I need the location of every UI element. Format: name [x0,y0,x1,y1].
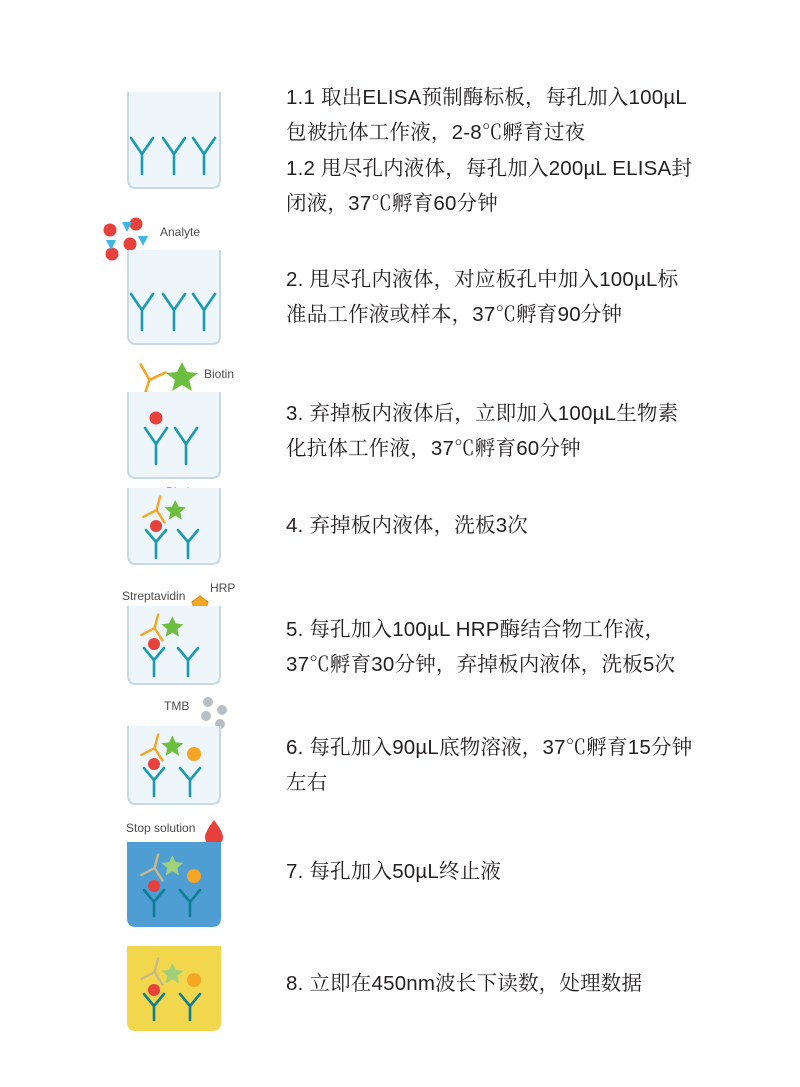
step-6-line-1: 6. 每孔加入90µL底物溶液，37℃孵育15分钟 [286,736,693,759]
step-7-line-1: 7. 每孔加入50µL终止液 [286,860,502,883]
step-6-text [286,730,786,801]
label-biotin-3: Biotin [204,367,235,381]
label-analyte: Analyte [160,225,201,239]
step-5-text [286,612,786,683]
step-1-line-2: 包被抗体工作液，2-8℃孵育过夜 [286,121,586,145]
step-3-line-1: 3. 弃掉板内液体后，立即加入100µL生物素 [286,402,679,425]
step-2-illustration [90,208,270,353]
step-7-text [286,854,786,889]
step-8-text [286,966,786,1001]
label-streptavidin: Streptavidin [122,589,186,603]
step-8-line-1: 8. 立即在450nm波长下读数，处理数据 [286,972,643,995]
step-5-line-1: 5. 每孔加入100µL HRP酶结合物工作液， [286,618,666,641]
step-1-line-4: 闭液，37℃孵育60分钟 [286,191,499,215]
label-stop-solution: Stop solution [126,821,196,835]
label-hrp: HRP [210,581,236,595]
step-2-line-2: 准品工作液或样本，37℃孵育90分钟 [286,303,623,327]
step-4-text [286,508,786,543]
step-5-line-2: 37℃孵育30分钟，弃掉板内液体，洗板5次 [286,653,676,677]
step-4-illustration [90,482,270,573]
step-5-illustration [90,578,270,693]
label-tmb: TMB [164,699,190,713]
step-3-line-2: 化抗体工作液，37℃孵育60分钟 [286,437,581,461]
tmb-particles [201,697,227,729]
step-1-line-3: 1.2 甩尽孔内液体，每孔加入200µL ELISA封 [286,156,693,180]
step-1-line-1: 1.1 取出ELISA预制酶标板，每孔加入100µL [286,86,687,109]
step-6-illustration [90,692,270,813]
step-3-illustration [90,348,270,487]
step-2-line-1: 2. 甩尽孔内液体，对应板孔中加入100µL标 [286,268,679,291]
step-4-line-1: 4. 弃掉板内液体，洗板3次 [286,514,528,537]
step-1-illustration [90,80,270,205]
step-6-line-2: 左右 [286,771,328,795]
step-8-illustration [90,938,270,1039]
step-2-text [286,262,786,333]
step-1-text [286,80,786,221]
step-3-text [286,396,786,467]
step-7-illustration [90,810,270,935]
